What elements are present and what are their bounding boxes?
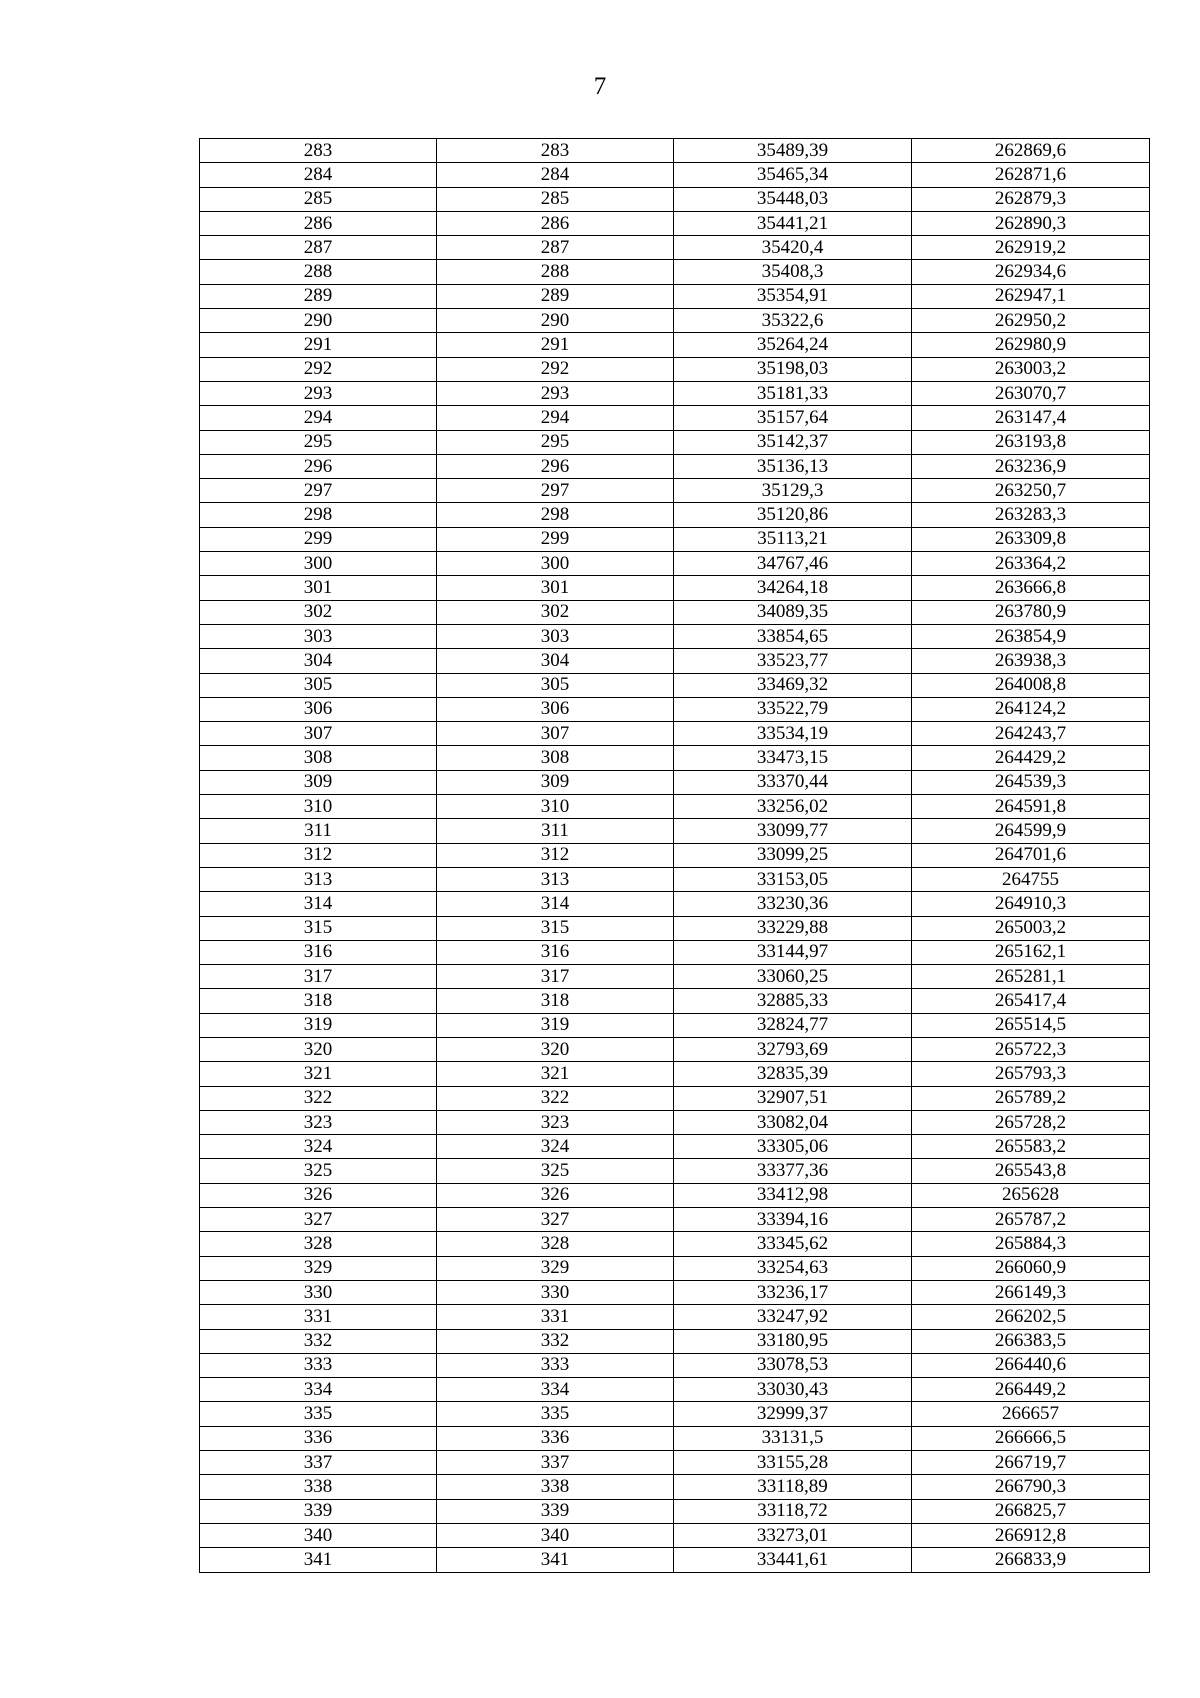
point-number-cell: 297 — [200, 479, 437, 503]
point-number-cell: 302 — [200, 600, 437, 624]
point-number-cell: 327 — [200, 1208, 437, 1232]
y-coordinate-cell: 264591,8 — [912, 795, 1150, 819]
y-coordinate-cell: 265003,2 — [912, 916, 1150, 940]
point-number-cell: 311 — [437, 819, 674, 843]
x-coordinate-cell: 35113,21 — [674, 527, 912, 551]
point-number-cell: 323 — [437, 1110, 674, 1134]
x-coordinate-cell: 33229,88 — [674, 916, 912, 940]
point-number-cell: 331 — [437, 1305, 674, 1329]
y-coordinate-cell: 265789,2 — [912, 1086, 1150, 1110]
point-number-cell: 290 — [437, 309, 674, 333]
table-row — [200, 576, 1150, 600]
point-number-cell: 322 — [437, 1086, 674, 1110]
y-coordinate-cell: 263003,2 — [912, 357, 1150, 381]
table-row — [200, 916, 1150, 940]
point-number-cell: 317 — [437, 965, 674, 989]
x-coordinate-cell: 33247,92 — [674, 1305, 912, 1329]
y-coordinate-cell: 263938,3 — [912, 649, 1150, 673]
point-number-cell: 284 — [437, 163, 674, 187]
point-number-cell: 321 — [200, 1062, 437, 1086]
y-coordinate-cell: 265884,3 — [912, 1232, 1150, 1256]
point-number-cell: 308 — [437, 746, 674, 770]
x-coordinate-cell: 35157,64 — [674, 406, 912, 430]
point-number-cell: 307 — [200, 722, 437, 746]
y-coordinate-cell: 264701,6 — [912, 843, 1150, 867]
point-number-cell: 295 — [437, 430, 674, 454]
table-row — [200, 649, 1150, 673]
x-coordinate-cell: 33180,95 — [674, 1329, 912, 1353]
point-number-cell: 341 — [200, 1548, 437, 1572]
table-row — [200, 697, 1150, 721]
x-coordinate-cell: 35489,39 — [674, 139, 912, 163]
x-coordinate-cell: 33144,97 — [674, 940, 912, 964]
table-row — [200, 236, 1150, 260]
y-coordinate-cell: 266440,6 — [912, 1353, 1150, 1377]
table-row — [200, 1329, 1150, 1353]
x-coordinate-cell: 32907,51 — [674, 1086, 912, 1110]
point-number-cell: 285 — [437, 187, 674, 211]
point-number-cell: 284 — [200, 163, 437, 187]
x-coordinate-cell: 33522,79 — [674, 697, 912, 721]
point-number-cell: 334 — [200, 1378, 437, 1402]
x-coordinate-cell: 33082,04 — [674, 1110, 912, 1134]
table-row — [200, 479, 1150, 503]
x-coordinate-cell: 35448,03 — [674, 187, 912, 211]
x-coordinate-cell: 33370,44 — [674, 770, 912, 794]
x-coordinate-cell: 35420,4 — [674, 236, 912, 260]
x-coordinate-cell: 33305,06 — [674, 1135, 912, 1159]
point-number-cell: 319 — [200, 1013, 437, 1037]
y-coordinate-cell: 262890,3 — [912, 211, 1150, 235]
table-row — [200, 1037, 1150, 1061]
y-coordinate-cell: 265514,5 — [912, 1013, 1150, 1037]
y-coordinate-cell: 263250,7 — [912, 479, 1150, 503]
y-coordinate-cell: 262879,3 — [912, 187, 1150, 211]
y-coordinate-cell: 262947,1 — [912, 284, 1150, 308]
y-coordinate-cell: 265722,3 — [912, 1037, 1150, 1061]
point-number-cell: 303 — [200, 624, 437, 648]
point-number-cell: 286 — [200, 211, 437, 235]
y-coordinate-cell: 263193,8 — [912, 430, 1150, 454]
y-coordinate-cell: 263147,4 — [912, 406, 1150, 430]
table-row — [200, 309, 1150, 333]
x-coordinate-cell: 33377,36 — [674, 1159, 912, 1183]
table-row — [200, 260, 1150, 284]
point-number-cell: 335 — [200, 1402, 437, 1426]
point-number-cell: 298 — [200, 503, 437, 527]
point-number-cell: 330 — [200, 1280, 437, 1304]
table-row — [200, 211, 1150, 235]
y-coordinate-cell: 263309,8 — [912, 527, 1150, 551]
point-number-cell: 296 — [200, 454, 437, 478]
point-number-cell: 313 — [437, 867, 674, 891]
x-coordinate-cell: 33153,05 — [674, 867, 912, 891]
point-number-cell: 320 — [200, 1037, 437, 1061]
point-number-cell: 340 — [437, 1523, 674, 1547]
table-row — [200, 357, 1150, 381]
point-number-cell: 286 — [437, 211, 674, 235]
x-coordinate-cell: 33060,25 — [674, 965, 912, 989]
table-row — [200, 795, 1150, 819]
y-coordinate-cell: 262871,6 — [912, 163, 1150, 187]
x-coordinate-cell: 33256,02 — [674, 795, 912, 819]
y-coordinate-cell: 266383,5 — [912, 1329, 1150, 1353]
point-number-cell: 336 — [437, 1426, 674, 1450]
table-row — [200, 722, 1150, 746]
y-coordinate-cell: 265281,1 — [912, 965, 1150, 989]
table-row — [200, 284, 1150, 308]
point-number-cell: 323 — [200, 1110, 437, 1134]
point-number-cell: 314 — [200, 892, 437, 916]
table-row — [200, 770, 1150, 794]
table-row — [200, 1378, 1150, 1402]
x-coordinate-cell: 34767,46 — [674, 552, 912, 576]
table-row — [200, 1499, 1150, 1523]
table-row — [200, 892, 1150, 916]
point-number-cell: 300 — [437, 552, 674, 576]
point-number-cell: 325 — [200, 1159, 437, 1183]
y-coordinate-cell: 265583,2 — [912, 1135, 1150, 1159]
table-row — [200, 1183, 1150, 1207]
x-coordinate-cell: 33441,61 — [674, 1548, 912, 1572]
point-number-cell: 304 — [200, 649, 437, 673]
y-coordinate-cell: 262980,9 — [912, 333, 1150, 357]
x-coordinate-cell: 32999,37 — [674, 1402, 912, 1426]
point-number-cell: 315 — [437, 916, 674, 940]
point-number-cell: 306 — [437, 697, 674, 721]
x-coordinate-cell: 32824,77 — [674, 1013, 912, 1037]
table-row — [200, 1402, 1150, 1426]
point-number-cell: 299 — [200, 527, 437, 551]
point-number-cell: 326 — [200, 1183, 437, 1207]
table-row — [200, 1086, 1150, 1110]
table-row — [200, 600, 1150, 624]
y-coordinate-cell: 264539,3 — [912, 770, 1150, 794]
point-number-cell: 308 — [200, 746, 437, 770]
x-coordinate-cell: 32793,69 — [674, 1037, 912, 1061]
y-coordinate-cell: 263666,8 — [912, 576, 1150, 600]
point-number-cell: 332 — [437, 1329, 674, 1353]
x-coordinate-cell: 33394,16 — [674, 1208, 912, 1232]
point-number-cell: 285 — [200, 187, 437, 211]
y-coordinate-cell: 262869,6 — [912, 139, 1150, 163]
y-coordinate-cell: 266202,5 — [912, 1305, 1150, 1329]
point-number-cell: 329 — [437, 1256, 674, 1280]
x-coordinate-cell: 35322,6 — [674, 309, 912, 333]
x-coordinate-cell: 35136,13 — [674, 454, 912, 478]
table-row — [200, 1305, 1150, 1329]
x-coordinate-cell: 35465,34 — [674, 163, 912, 187]
point-number-cell: 324 — [200, 1135, 437, 1159]
point-number-cell: 310 — [437, 795, 674, 819]
y-coordinate-cell: 266449,2 — [912, 1378, 1150, 1402]
point-number-cell: 304 — [437, 649, 674, 673]
table-row — [200, 1062, 1150, 1086]
x-coordinate-cell: 33534,19 — [674, 722, 912, 746]
x-coordinate-cell: 35408,3 — [674, 260, 912, 284]
y-coordinate-cell: 263364,2 — [912, 552, 1150, 576]
point-number-cell: 291 — [437, 333, 674, 357]
table-row — [200, 989, 1150, 1013]
table-row — [200, 381, 1150, 405]
point-number-cell: 316 — [200, 940, 437, 964]
x-coordinate-cell: 33099,77 — [674, 819, 912, 843]
point-number-cell: 287 — [200, 236, 437, 260]
table-row — [200, 1159, 1150, 1183]
point-number-cell: 294 — [437, 406, 674, 430]
table-row — [200, 406, 1150, 430]
coordinates-table — [199, 138, 1150, 1573]
y-coordinate-cell: 265162,1 — [912, 940, 1150, 964]
point-number-cell: 291 — [200, 333, 437, 357]
y-coordinate-cell: 264124,2 — [912, 697, 1150, 721]
table-row — [200, 965, 1150, 989]
table-row — [200, 139, 1150, 163]
x-coordinate-cell: 33469,32 — [674, 673, 912, 697]
point-number-cell: 295 — [200, 430, 437, 454]
point-number-cell: 333 — [200, 1353, 437, 1377]
y-coordinate-cell: 266825,7 — [912, 1499, 1150, 1523]
x-coordinate-cell: 35142,37 — [674, 430, 912, 454]
y-coordinate-cell: 262950,2 — [912, 309, 1150, 333]
point-number-cell: 311 — [200, 819, 437, 843]
table-row — [200, 1256, 1150, 1280]
point-number-cell: 321 — [437, 1062, 674, 1086]
x-coordinate-cell: 33155,28 — [674, 1451, 912, 1475]
table-row — [200, 1280, 1150, 1304]
y-coordinate-cell: 264243,7 — [912, 722, 1150, 746]
point-number-cell: 293 — [437, 381, 674, 405]
point-number-cell: 326 — [437, 1183, 674, 1207]
y-coordinate-cell: 266666,5 — [912, 1426, 1150, 1450]
x-coordinate-cell: 33030,43 — [674, 1378, 912, 1402]
point-number-cell: 293 — [200, 381, 437, 405]
point-number-cell: 335 — [437, 1402, 674, 1426]
x-coordinate-cell: 35354,91 — [674, 284, 912, 308]
point-number-cell: 337 — [437, 1451, 674, 1475]
x-coordinate-cell: 33236,17 — [674, 1280, 912, 1304]
point-number-cell: 305 — [437, 673, 674, 697]
x-coordinate-cell: 33118,72 — [674, 1499, 912, 1523]
y-coordinate-cell: 266833,9 — [912, 1548, 1150, 1572]
point-number-cell: 306 — [200, 697, 437, 721]
table-row — [200, 673, 1150, 697]
table-row — [200, 1523, 1150, 1547]
point-number-cell: 319 — [437, 1013, 674, 1037]
table-row — [200, 867, 1150, 891]
x-coordinate-cell: 34089,35 — [674, 600, 912, 624]
table-row — [200, 1013, 1150, 1037]
point-number-cell: 328 — [437, 1232, 674, 1256]
y-coordinate-cell: 265787,2 — [912, 1208, 1150, 1232]
x-coordinate-cell: 35129,3 — [674, 479, 912, 503]
page-number: 7 — [593, 73, 607, 100]
table-row — [200, 624, 1150, 648]
table-row — [200, 333, 1150, 357]
table-row — [200, 819, 1150, 843]
table-row — [200, 940, 1150, 964]
table-row — [200, 1426, 1150, 1450]
table-row — [200, 843, 1150, 867]
point-number-cell: 307 — [437, 722, 674, 746]
y-coordinate-cell: 263236,9 — [912, 454, 1150, 478]
point-number-cell: 309 — [200, 770, 437, 794]
point-number-cell: 290 — [200, 309, 437, 333]
x-coordinate-cell: 35441,21 — [674, 211, 912, 235]
point-number-cell: 287 — [437, 236, 674, 260]
table-row — [200, 187, 1150, 211]
x-coordinate-cell: 35264,24 — [674, 333, 912, 357]
point-number-cell: 300 — [200, 552, 437, 576]
y-coordinate-cell: 264429,2 — [912, 746, 1150, 770]
y-coordinate-cell: 263070,7 — [912, 381, 1150, 405]
point-number-cell: 338 — [200, 1475, 437, 1499]
point-number-cell: 302 — [437, 600, 674, 624]
point-number-cell: 289 — [200, 284, 437, 308]
point-number-cell: 339 — [437, 1499, 674, 1523]
x-coordinate-cell: 33254,63 — [674, 1256, 912, 1280]
point-number-cell: 336 — [200, 1426, 437, 1450]
table-row — [200, 552, 1150, 576]
x-coordinate-cell: 35198,03 — [674, 357, 912, 381]
point-number-cell: 283 — [437, 139, 674, 163]
point-number-cell: 288 — [200, 260, 437, 284]
point-number-cell: 313 — [200, 867, 437, 891]
point-number-cell: 320 — [437, 1037, 674, 1061]
point-number-cell: 292 — [437, 357, 674, 381]
point-number-cell: 299 — [437, 527, 674, 551]
point-number-cell: 296 — [437, 454, 674, 478]
y-coordinate-cell: 266657 — [912, 1402, 1150, 1426]
point-number-cell: 337 — [200, 1451, 437, 1475]
point-number-cell: 289 — [437, 284, 674, 308]
x-coordinate-cell: 33099,25 — [674, 843, 912, 867]
point-number-cell: 303 — [437, 624, 674, 648]
table-row — [200, 1475, 1150, 1499]
point-number-cell: 330 — [437, 1280, 674, 1304]
point-number-cell: 329 — [200, 1256, 437, 1280]
point-number-cell: 341 — [437, 1548, 674, 1572]
point-number-cell: 331 — [200, 1305, 437, 1329]
point-number-cell: 310 — [200, 795, 437, 819]
table-row — [200, 430, 1150, 454]
y-coordinate-cell: 262934,6 — [912, 260, 1150, 284]
point-number-cell: 315 — [200, 916, 437, 940]
point-number-cell: 305 — [200, 673, 437, 697]
point-number-cell: 324 — [437, 1135, 674, 1159]
y-coordinate-cell: 264599,9 — [912, 819, 1150, 843]
x-coordinate-cell: 33523,77 — [674, 649, 912, 673]
point-number-cell: 318 — [437, 989, 674, 1013]
table-row — [200, 1110, 1150, 1134]
table-row — [200, 1135, 1150, 1159]
y-coordinate-cell: 266719,7 — [912, 1451, 1150, 1475]
x-coordinate-cell: 33273,01 — [674, 1523, 912, 1547]
y-coordinate-cell: 263854,9 — [912, 624, 1150, 648]
x-coordinate-cell: 33854,65 — [674, 624, 912, 648]
table-row — [200, 454, 1150, 478]
x-coordinate-cell: 33131,5 — [674, 1426, 912, 1450]
point-number-cell: 333 — [437, 1353, 674, 1377]
x-coordinate-cell: 33412,98 — [674, 1183, 912, 1207]
x-coordinate-cell: 35181,33 — [674, 381, 912, 405]
point-number-cell: 332 — [200, 1329, 437, 1353]
point-number-cell: 301 — [200, 576, 437, 600]
y-coordinate-cell: 263283,3 — [912, 503, 1150, 527]
point-number-cell: 314 — [437, 892, 674, 916]
point-number-cell: 283 — [200, 139, 437, 163]
y-coordinate-cell: 266149,3 — [912, 1280, 1150, 1304]
table-row — [200, 1232, 1150, 1256]
x-coordinate-cell: 35120,86 — [674, 503, 912, 527]
point-number-cell: 292 — [200, 357, 437, 381]
y-coordinate-cell: 263780,9 — [912, 600, 1150, 624]
y-coordinate-cell: 264755 — [912, 867, 1150, 891]
table-row — [200, 1353, 1150, 1377]
point-number-cell: 316 — [437, 940, 674, 964]
point-number-cell: 325 — [437, 1159, 674, 1183]
x-coordinate-cell: 34264,18 — [674, 576, 912, 600]
x-coordinate-cell: 33078,53 — [674, 1353, 912, 1377]
x-coordinate-cell: 33230,36 — [674, 892, 912, 916]
y-coordinate-cell: 266912,8 — [912, 1523, 1150, 1547]
table-row — [200, 503, 1150, 527]
y-coordinate-cell: 265417,4 — [912, 989, 1150, 1013]
point-number-cell: 327 — [437, 1208, 674, 1232]
x-coordinate-cell: 33118,89 — [674, 1475, 912, 1499]
point-number-cell: 339 — [200, 1499, 437, 1523]
point-number-cell: 309 — [437, 770, 674, 794]
point-number-cell: 288 — [437, 260, 674, 284]
point-number-cell: 328 — [200, 1232, 437, 1256]
y-coordinate-cell: 265543,8 — [912, 1159, 1150, 1183]
point-number-cell: 318 — [200, 989, 437, 1013]
table-row — [200, 163, 1150, 187]
point-number-cell: 338 — [437, 1475, 674, 1499]
point-number-cell: 301 — [437, 576, 674, 600]
y-coordinate-cell: 265793,3 — [912, 1062, 1150, 1086]
y-coordinate-cell: 264008,8 — [912, 673, 1150, 697]
coordinates-table-body — [200, 139, 1150, 1573]
table-row — [200, 1548, 1150, 1572]
point-number-cell: 340 — [200, 1523, 437, 1547]
y-coordinate-cell: 266790,3 — [912, 1475, 1150, 1499]
table-row — [200, 1451, 1150, 1475]
table-row — [200, 746, 1150, 770]
y-coordinate-cell: 262919,2 — [912, 236, 1150, 260]
point-number-cell: 312 — [437, 843, 674, 867]
table-row — [200, 527, 1150, 551]
y-coordinate-cell: 264910,3 — [912, 892, 1150, 916]
y-coordinate-cell: 266060,9 — [912, 1256, 1150, 1280]
point-number-cell: 298 — [437, 503, 674, 527]
x-coordinate-cell: 33345,62 — [674, 1232, 912, 1256]
point-number-cell: 322 — [200, 1086, 437, 1110]
x-coordinate-cell: 32885,33 — [674, 989, 912, 1013]
point-number-cell: 334 — [437, 1378, 674, 1402]
point-number-cell: 297 — [437, 479, 674, 503]
x-coordinate-cell: 32835,39 — [674, 1062, 912, 1086]
point-number-cell: 317 — [200, 965, 437, 989]
y-coordinate-cell: 265728,2 — [912, 1110, 1150, 1134]
y-coordinate-cell: 265628 — [912, 1183, 1150, 1207]
point-number-cell: 294 — [200, 406, 437, 430]
point-number-cell: 312 — [200, 843, 437, 867]
table-row — [200, 1208, 1150, 1232]
x-coordinate-cell: 33473,15 — [674, 746, 912, 770]
